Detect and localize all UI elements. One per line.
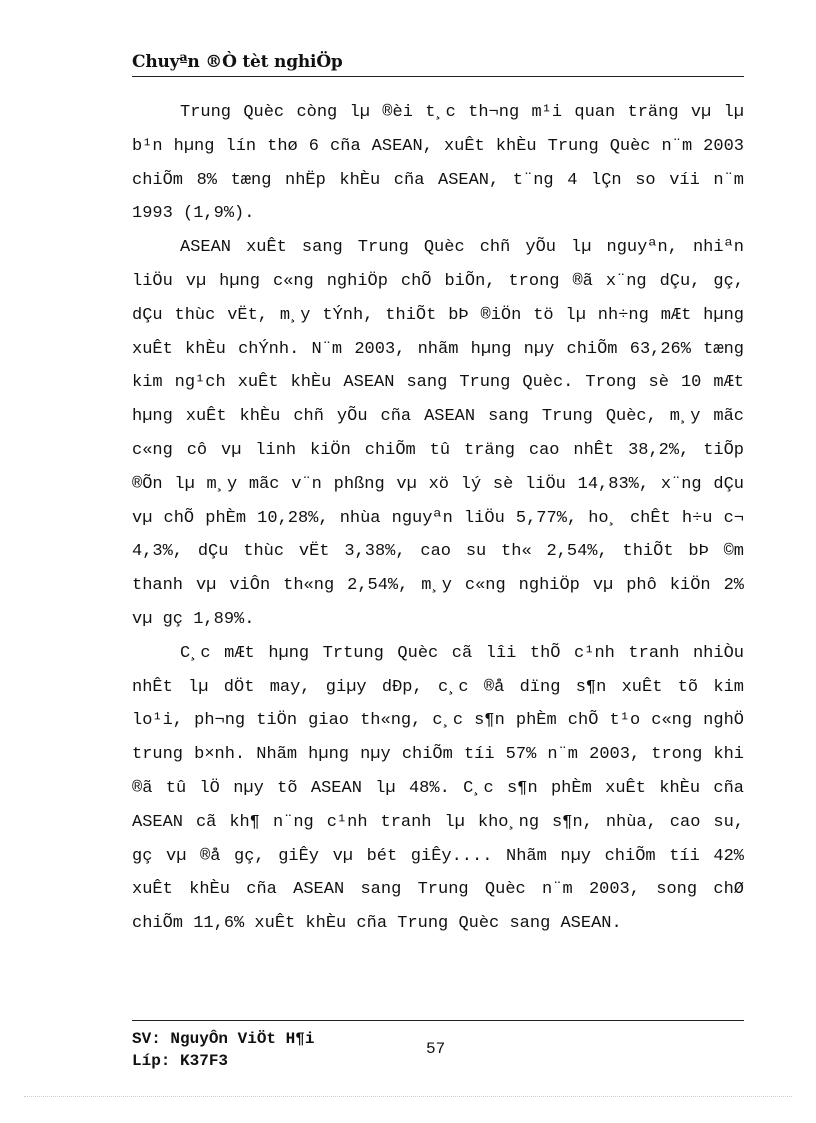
- paragraph: C¸c mÆt hµng Trtung Quèc cã lîi thÕ c¹nh tranh nhiÒu nhÊt lµ dÖt may, giµy dÐp, c¸c ®å dïng s¶n xuÊt tõ kim lo¹i, ph¬ng tiÖn giao th«ng, c¸c s¶n phÈm chÕ t¹o c«ng nghÖ trung b×nh. Nhãm hµng nµy chiÕm tíi 57% n¨m 2003, trong khi ®ã tû lÖ nµy tõ ASEAN lµ 48%. C¸c s¶n phÈm xuÊt khÈu cña ASEAN cã kh¶ n¨ng c¹nh tranh lµ kho¸ng s¶n, nhùa, cao su, gç vµ ®å gç, giÊy vµ bét giÊy.... Nhãm nµy chiÕm tíi 42% xuÊt khÈu cña ASEAN sang Trung Quèc n¨m 2003, song chØ chiÕm 11,6% xuÊt khÈu cña Trung Quèc sang ASEAN.: [132, 643, 744, 934]
- page-header-title: Chuyªn ®Ò tèt nghiÖp: [132, 52, 343, 72]
- footer-author-block: [132, 1028, 314, 1072]
- footer-divider: [132, 1020, 744, 1021]
- header-divider: [132, 76, 744, 77]
- footer-student-name: SV: NguyÔn ViÖt H¶i: [132, 1030, 315, 1048]
- page-number: 57: [426, 1040, 446, 1058]
- page-bottom-edge: [24, 1096, 792, 1097]
- footer-class: Líp: K37F3: [132, 1052, 229, 1070]
- paragraph: ASEAN xuÊt sang Trung Quèc chñ yÕu lµ nguyªn, nhiªn liÖu vµ hµng c«ng nghiÖp chÕ biÕn, trong ®ã x¨ng dÇu, gç, dÇu thùc vËt, m¸y tÝnh, thiÕt bÞ ®iÖn tö lµ nh÷ng mÆt hµng xuÊt khÈu chÝnh. N¨m 2003, nhãm hµng nµy chiÕm 63,26% tæng kim ng¹ch xuÊt khÈu ASEAN sang Trung Quèc. Trong sè 10 mÆt hµng xuÊt khÈu chñ yÕu cña ASEAN sang Trung Quèc, m¸y mãc c«ng cô vµ linh kiÖn chiÕm tû träng cao nhÊt 38,2%, tiÕp ®Õn lµ m¸y mãc v¨n phßng vµ xö lý sè liÖu 14,83%, x¨ng dÇu vµ chÕ phÈm 10,28%, nhùa nguyªn liÖu 5,77%, ho¸ chÊt h÷u c¬ 4,3%, dÇu thùc vËt 3,38%, cao su th« 2,54%, thiÕt bÞ ©m thanh vµ viÔn th«ng 2,54%, m¸y c«ng nghiÖp vµ phô kiÖn 2% vµ gç 1,89%.: [132, 238, 744, 629]
- document-body: [132, 96, 744, 941]
- paragraph: Trung Quèc còng lµ ®èi t¸c th¬ng m¹i quan träng vµ lµ b¹n hµng lín thø 6 cña ASEAN, xuÊt khÈu Trung Quèc n¨m 2003 chiÕm 8% tæng nhËp khÈu cña ASEAN, t¨ng 4 lÇn so víi n¨m 1993 (1,9%).: [132, 103, 744, 224]
